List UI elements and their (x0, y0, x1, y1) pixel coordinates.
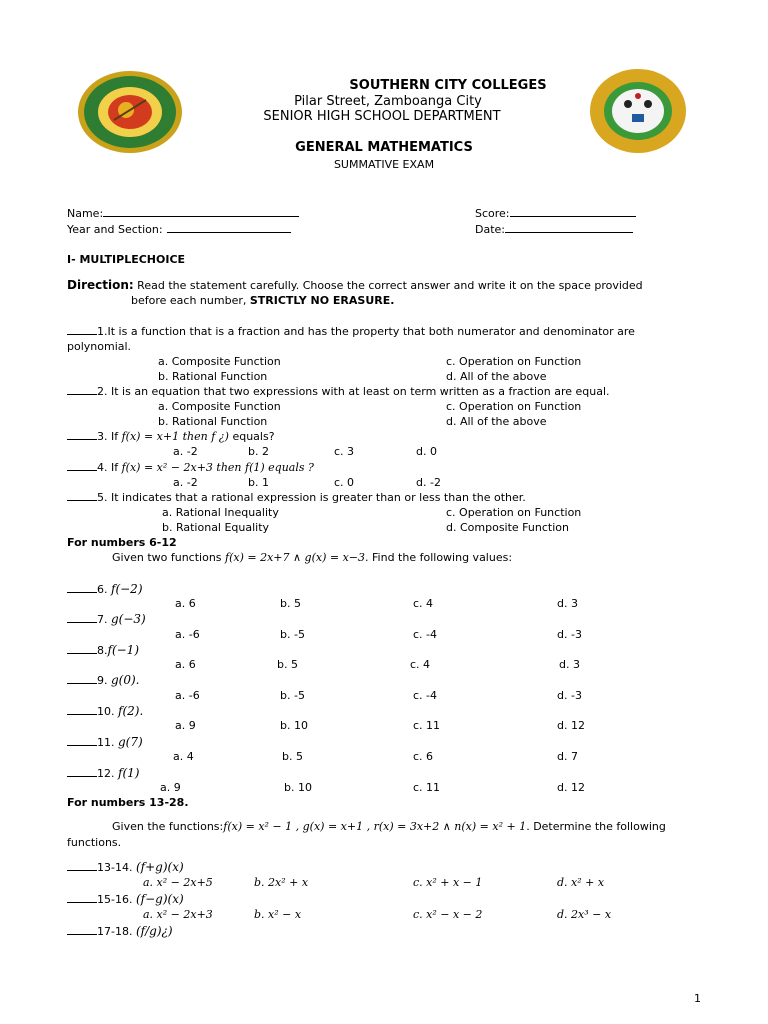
q9-choice-b: b. -5 (280, 689, 305, 702)
q8-stem (67, 643, 139, 657)
q1-text: 1.It is a function that is a fraction and has the property that both numerator and denominator are (97, 325, 635, 338)
q3-expression: f(x) = x+1 then f ¿) (121, 430, 229, 443)
q6-number: 6. (97, 583, 111, 596)
q10-expression: f(2). (118, 704, 144, 718)
q3-suffix: equals? (228, 430, 275, 443)
school-name: SOUTHERN CITY COLLEGES (349, 78, 547, 93)
q9-choice-a: a. -6 (175, 689, 200, 702)
q7-expression: g(−3) (111, 612, 146, 626)
q8-number: 8. (97, 644, 108, 657)
q3-choice-d: d. 0 (416, 445, 437, 458)
q11-stem (67, 735, 143, 749)
q3-choice-c: c. 3 (334, 445, 355, 458)
q1-choice-b: b. Rational Function (158, 370, 268, 383)
direction-warning: STRICTLY NO ERASURE. (249, 294, 395, 307)
year-section-label: Year and Section: (67, 223, 163, 236)
q15-stem (67, 892, 184, 906)
q13-stem (67, 860, 184, 874)
school-address: Pilar Street, Zamboanga City (294, 94, 482, 109)
q5-stem (67, 491, 526, 504)
score-field[interactable] (475, 206, 636, 220)
q8-choice-d: d. 3 (559, 658, 580, 671)
q15-choice-d: d. 2x³ − x (557, 908, 612, 921)
q13-choice-c: c. x² + x − 1 (413, 876, 483, 889)
exam-type: SUMMATIVE EXAM (333, 158, 435, 171)
q3-choice-b: b. 2 (248, 445, 269, 458)
q12-choice-a: a. 9 (160, 781, 181, 794)
q1-stem (67, 325, 700, 338)
q12-choice-d: d. 12 (557, 781, 585, 794)
group2-label: For numbers 13-28. (67, 796, 189, 809)
q7-choice-a: a. -6 (175, 628, 200, 641)
q3-prefix: 3. If (97, 430, 122, 443)
q8-expression: f(−1) (107, 643, 139, 657)
q4-prefix: 4. If (97, 461, 122, 474)
q9-stem (67, 673, 140, 687)
name-label: Name: (67, 207, 104, 220)
q1-choice-d: d. All of the above (446, 370, 547, 383)
q15-number: 15-16. (97, 893, 136, 906)
q17-number: 17-18. (97, 925, 136, 938)
q6-stem (67, 582, 143, 596)
date-label: Date: (475, 223, 505, 236)
q12-choice-c: c. 11 (413, 781, 441, 794)
q9-choice-d: d. -3 (557, 689, 582, 702)
q12-choice-b: b. 10 (284, 781, 312, 794)
q8-choice-c: c. 4 (410, 658, 431, 671)
q15-choice-a: a. x² − 2x+3 (143, 908, 213, 921)
q2-choice-b: b. Rational Function (158, 415, 268, 428)
q13-choice-d: d. x² + x (557, 876, 605, 889)
section-title: I- MULTIPLECHOICE (67, 253, 186, 266)
q11-choice-d: d. 7 (557, 750, 578, 763)
q3-choice-a: a. -2 (173, 445, 198, 458)
q15-expression: (f−g)(x) (135, 892, 184, 906)
q3-stem (67, 430, 275, 443)
q15-choice-b: b. x² − x (254, 908, 302, 921)
q11-expression: g(7) (118, 735, 143, 749)
page-number: 1 (694, 992, 701, 1005)
q15-choice-c: c. x² − x − 2 (413, 908, 483, 921)
q10-choice-b: b. 10 (280, 719, 308, 732)
q11-number: 11. (97, 736, 118, 749)
group1-intro-suffix: . Find the following values: (365, 551, 513, 564)
direction-text2: before each number, (131, 294, 250, 307)
group1-label: For numbers 6-12 (67, 536, 177, 549)
q5-choice-a: a. Rational Inequality (162, 506, 279, 519)
q7-choice-b: b. -5 (280, 628, 305, 641)
q13-choice-a: a. x² − 2x+5 (143, 876, 213, 889)
group1-intro-prefix: Given two functions (112, 551, 226, 564)
date-field[interactable] (475, 222, 633, 236)
q11-choice-b: b. 5 (282, 750, 303, 763)
subject-title: GENERAL MATHEMATICS (295, 140, 473, 155)
q2-text: 2. It is an equation that two expressions with at least on term written as a fraction are equal. (97, 385, 610, 398)
q1-choice-c: c. Operation on Function (446, 355, 582, 368)
q4-choice-a: a. -2 (173, 476, 198, 489)
q12-stem (67, 766, 139, 780)
score-label: Score: (475, 207, 510, 220)
q6-choice-b: b. 5 (280, 597, 301, 610)
q10-choice-d: d. 12 (557, 719, 585, 732)
q13-number: 13-14. (97, 861, 136, 874)
q10-choice-a: a. 9 (175, 719, 196, 732)
q4-choice-c: c. 0 (334, 476, 355, 489)
q17-stem (67, 924, 173, 938)
q10-choice-c: c. 11 (413, 719, 441, 732)
name-field[interactable] (67, 206, 299, 220)
q4-choice-b: b. 1 (248, 476, 269, 489)
q11-choice-c: c. 6 (413, 750, 434, 763)
q5-choice-b: b. Rational Equality (162, 521, 270, 534)
q9-choice-c: c. -4 (413, 689, 438, 702)
q6-expression: f(−2) (111, 582, 143, 596)
q8-choice-a: a. 6 (175, 658, 196, 671)
q9-expression: g(0). (111, 673, 140, 687)
q13-choice-b: b. 2x² + x (254, 876, 309, 889)
q7-stem (67, 612, 146, 626)
q4-stem (67, 461, 314, 474)
q2-stem (67, 385, 610, 398)
q6-choice-d: d. 3 (557, 597, 578, 610)
q7-choice-d: d. -3 (557, 628, 582, 641)
q17-expression: (f/g)¿) (135, 924, 173, 938)
q2-choice-a: a. Composite Function (158, 400, 281, 413)
q11-choice-a: a. 4 (173, 750, 194, 763)
direction-text: Read the statement carefully. Choose the correct answer and write it on the space provided (133, 279, 643, 292)
department-name: SENIOR HIGH SCHOOL DEPARTMENT (263, 109, 501, 124)
group1-intro (112, 551, 512, 564)
direction-line2 (131, 294, 394, 307)
q5-choice-c: c. Operation on Function (446, 506, 582, 519)
direction-line1 (67, 278, 643, 292)
q10-number: 10. (97, 705, 118, 718)
q12-expression: f(1) (118, 766, 140, 780)
q2-choice-c: c. Operation on Function (446, 400, 582, 413)
q2-choice-d: d. All of the above (446, 415, 547, 428)
direction-label: Direction: (67, 278, 134, 292)
q7-number: 7. (97, 613, 111, 626)
q4-expression: f(x) = x² − 2x+3 then f(1) equals ? (121, 461, 314, 474)
q9-number: 9. (97, 674, 111, 687)
q12-number: 12. (97, 767, 118, 780)
q5-choice-d: d. Composite Function (446, 521, 569, 534)
q6-choice-a: a. 6 (175, 597, 196, 610)
group2-intro-suffix: . Determine the following (526, 820, 666, 833)
group2-intro (112, 820, 666, 833)
group1-functions: f(x) = 2x+7 ∧ g(x) = x−3 (225, 551, 366, 564)
group2-intro-cont: functions. (67, 836, 122, 849)
q5-text: 5. It indicates that a rational expression is greater than or less than the other. (97, 491, 526, 504)
q6-choice-c: c. 4 (413, 597, 434, 610)
q8-choice-b: b. 5 (277, 658, 298, 671)
q1-text-cont: polynomial. (67, 340, 132, 353)
q13-expression: (f+g)(x) (135, 860, 184, 874)
group2-functions: f(x) = x² − 1 , g(x) = x+1 , r(x) = 3x+2 ∧ n(x) = x² + 1 (223, 820, 527, 833)
year-section-field[interactable] (67, 222, 291, 236)
q4-choice-d: d. -2 (416, 476, 441, 489)
q1-choice-a: a. Composite Function (158, 355, 281, 368)
q7-choice-c: c. -4 (413, 628, 438, 641)
q10-stem (67, 704, 143, 718)
group2-intro-prefix: Given the functions: (112, 820, 224, 833)
